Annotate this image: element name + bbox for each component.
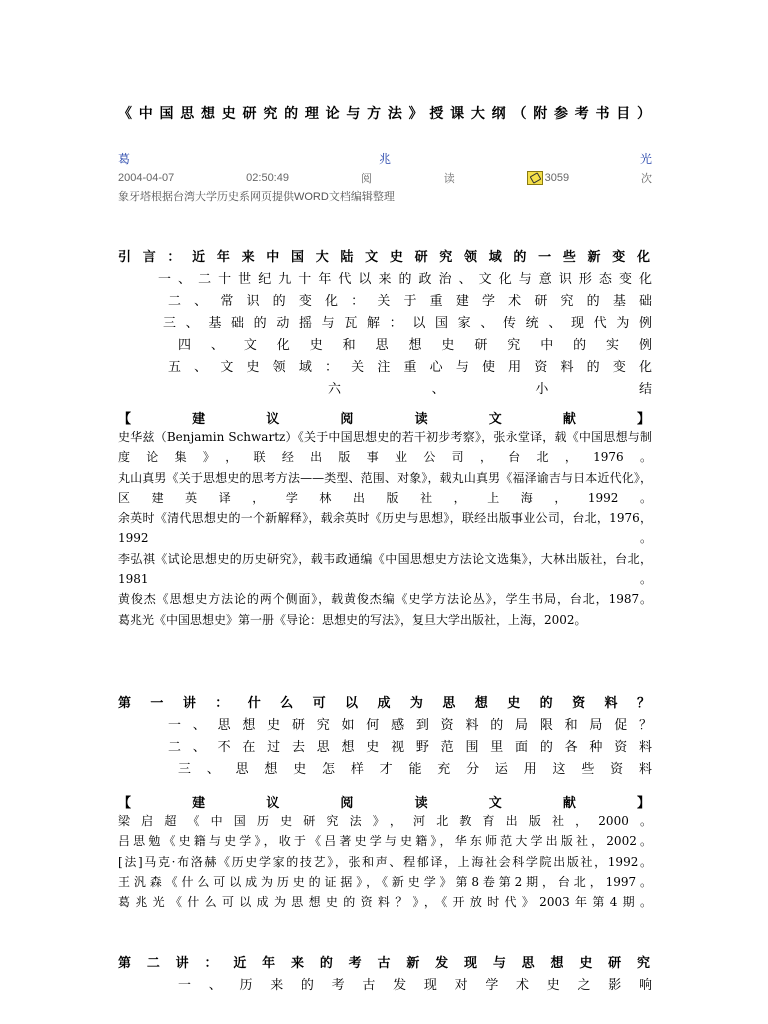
article-meta	[118, 148, 652, 204]
read-unit: 次	[640, 173, 652, 185]
source-note: 象牙塔根据台湾大学历史系网页提供WORD文档编辑整理	[118, 191, 395, 203]
read-count-value: 3059	[544, 172, 570, 184]
reading-entries	[118, 427, 652, 630]
stats-row	[118, 168, 652, 188]
lecture-2-heading: 第二讲：近年来的考古新发现与思想史研究	[118, 956, 652, 971]
reading-entry: 黄俊杰《思想史方法论的两个侧面》，载黄俊杰编《史学方法论丛》，学生书局，台北，1987。	[118, 592, 652, 607]
reading-list-2	[118, 792, 652, 912]
intro-item: 三、基础的动摇与瓦解：以国家、传统、现代为例	[163, 316, 652, 331]
intro-item: 一、二十世纪九十年代以来的政治、文化与意识形态变化	[158, 272, 652, 287]
reading-entry: 梁启超《中国历史研究法》，河北教育出版社，2000。	[118, 814, 652, 828]
lecture-1-item: 三、思想史怎样才能充分运用这些资料	[178, 762, 652, 777]
intro-heading: 引言：近年来中国大陆文史研究领域的一些新变化	[118, 250, 652, 265]
reading-label: 【建议阅读文献】	[118, 796, 652, 811]
read-count	[527, 171, 569, 185]
reading-list-1	[118, 408, 652, 630]
lecture-1-heading: 第一讲：什么可以成为思想史的资料？	[118, 696, 652, 711]
author-row	[118, 148, 652, 168]
read-count-icon	[527, 171, 543, 185]
reading-entry: 李弘祺《试论思想史的历史研究》，载韦政通编《中国思想史方法论文选集》，大林出版社，台北，1981。	[118, 551, 652, 587]
reading-entry: 史华兹（Benjamin Schwartz）《关于中国思想史的若干初步考察》，张永堂译，载《中国思想与制度论集》，联经出版事业公司，台北，1976。	[118, 430, 652, 465]
post-date: 2004-04-07	[118, 172, 175, 184]
reading-entry: [法]马克·布洛赫《历史学家的技艺》，张和声、程郁译，上海社会科学院出版社，1992。	[118, 854, 652, 869]
reading-label: 【建议阅读文献】	[118, 412, 652, 427]
read-label-1: 阅	[360, 173, 372, 185]
reading-entry: 葛兆光《中国思想史》第一册《导论：思想史的写法》，复旦大学出版社，上海，2002。	[118, 612, 587, 627]
lecture-1-item: 一、思想史研究如何感到资料的局限和局促？	[168, 718, 652, 733]
author-char-3[interactable]: 光	[639, 151, 652, 166]
intro-item: 六、小结	[328, 382, 652, 397]
lecture-1-item: 二、不在过去思想史视野范围里面的各种资料	[168, 740, 652, 755]
reading-entry: 王汎森《什么可以成为历史的证据》，《新史学》第8卷第2期，台北，1997。	[118, 874, 652, 889]
author-char-1[interactable]: 葛	[118, 151, 131, 166]
lecture-2-item: 一、历来的考古发现对学术史之影响	[178, 978, 652, 993]
reading-entry: 吕思勉《史籍与史学》，收于《吕著史学与史籍》，华东师范大学出版社，2002。	[118, 834, 652, 849]
post-time: 02:50:49	[246, 172, 289, 184]
reading-entry: 余英时《清代思想史的一个新解释》，载余英时《历史与思想》，联经出版事业公司，台北，1976，1992。	[118, 511, 652, 546]
intro-item: 四、文化史和思想史研究中的实例	[178, 338, 652, 353]
reading-entries	[118, 811, 652, 912]
reading-entry: 丸山真男《关于思想史的思考方法——类型、范围、对象》，载丸山真男《福泽谕吉与日本近代化》，区建英译，学林出版社，上海，1992。	[118, 470, 652, 505]
author-char-2[interactable]: 兆	[378, 151, 391, 166]
reading-entry: 葛兆光《什么可以成为思想史的资料？》，《开放时代》2003年第4期。	[118, 895, 652, 910]
intro-item: 二、常识的变化：关于重建学术研究的基础	[168, 294, 652, 309]
document-title: 《中国思想史研究的理论与方法》授课大纲（附参考书目）	[118, 106, 652, 122]
read-label-2: 读	[443, 173, 455, 185]
intro-item: 五、文史领域：关注重心与使用资料的变化	[168, 360, 652, 375]
